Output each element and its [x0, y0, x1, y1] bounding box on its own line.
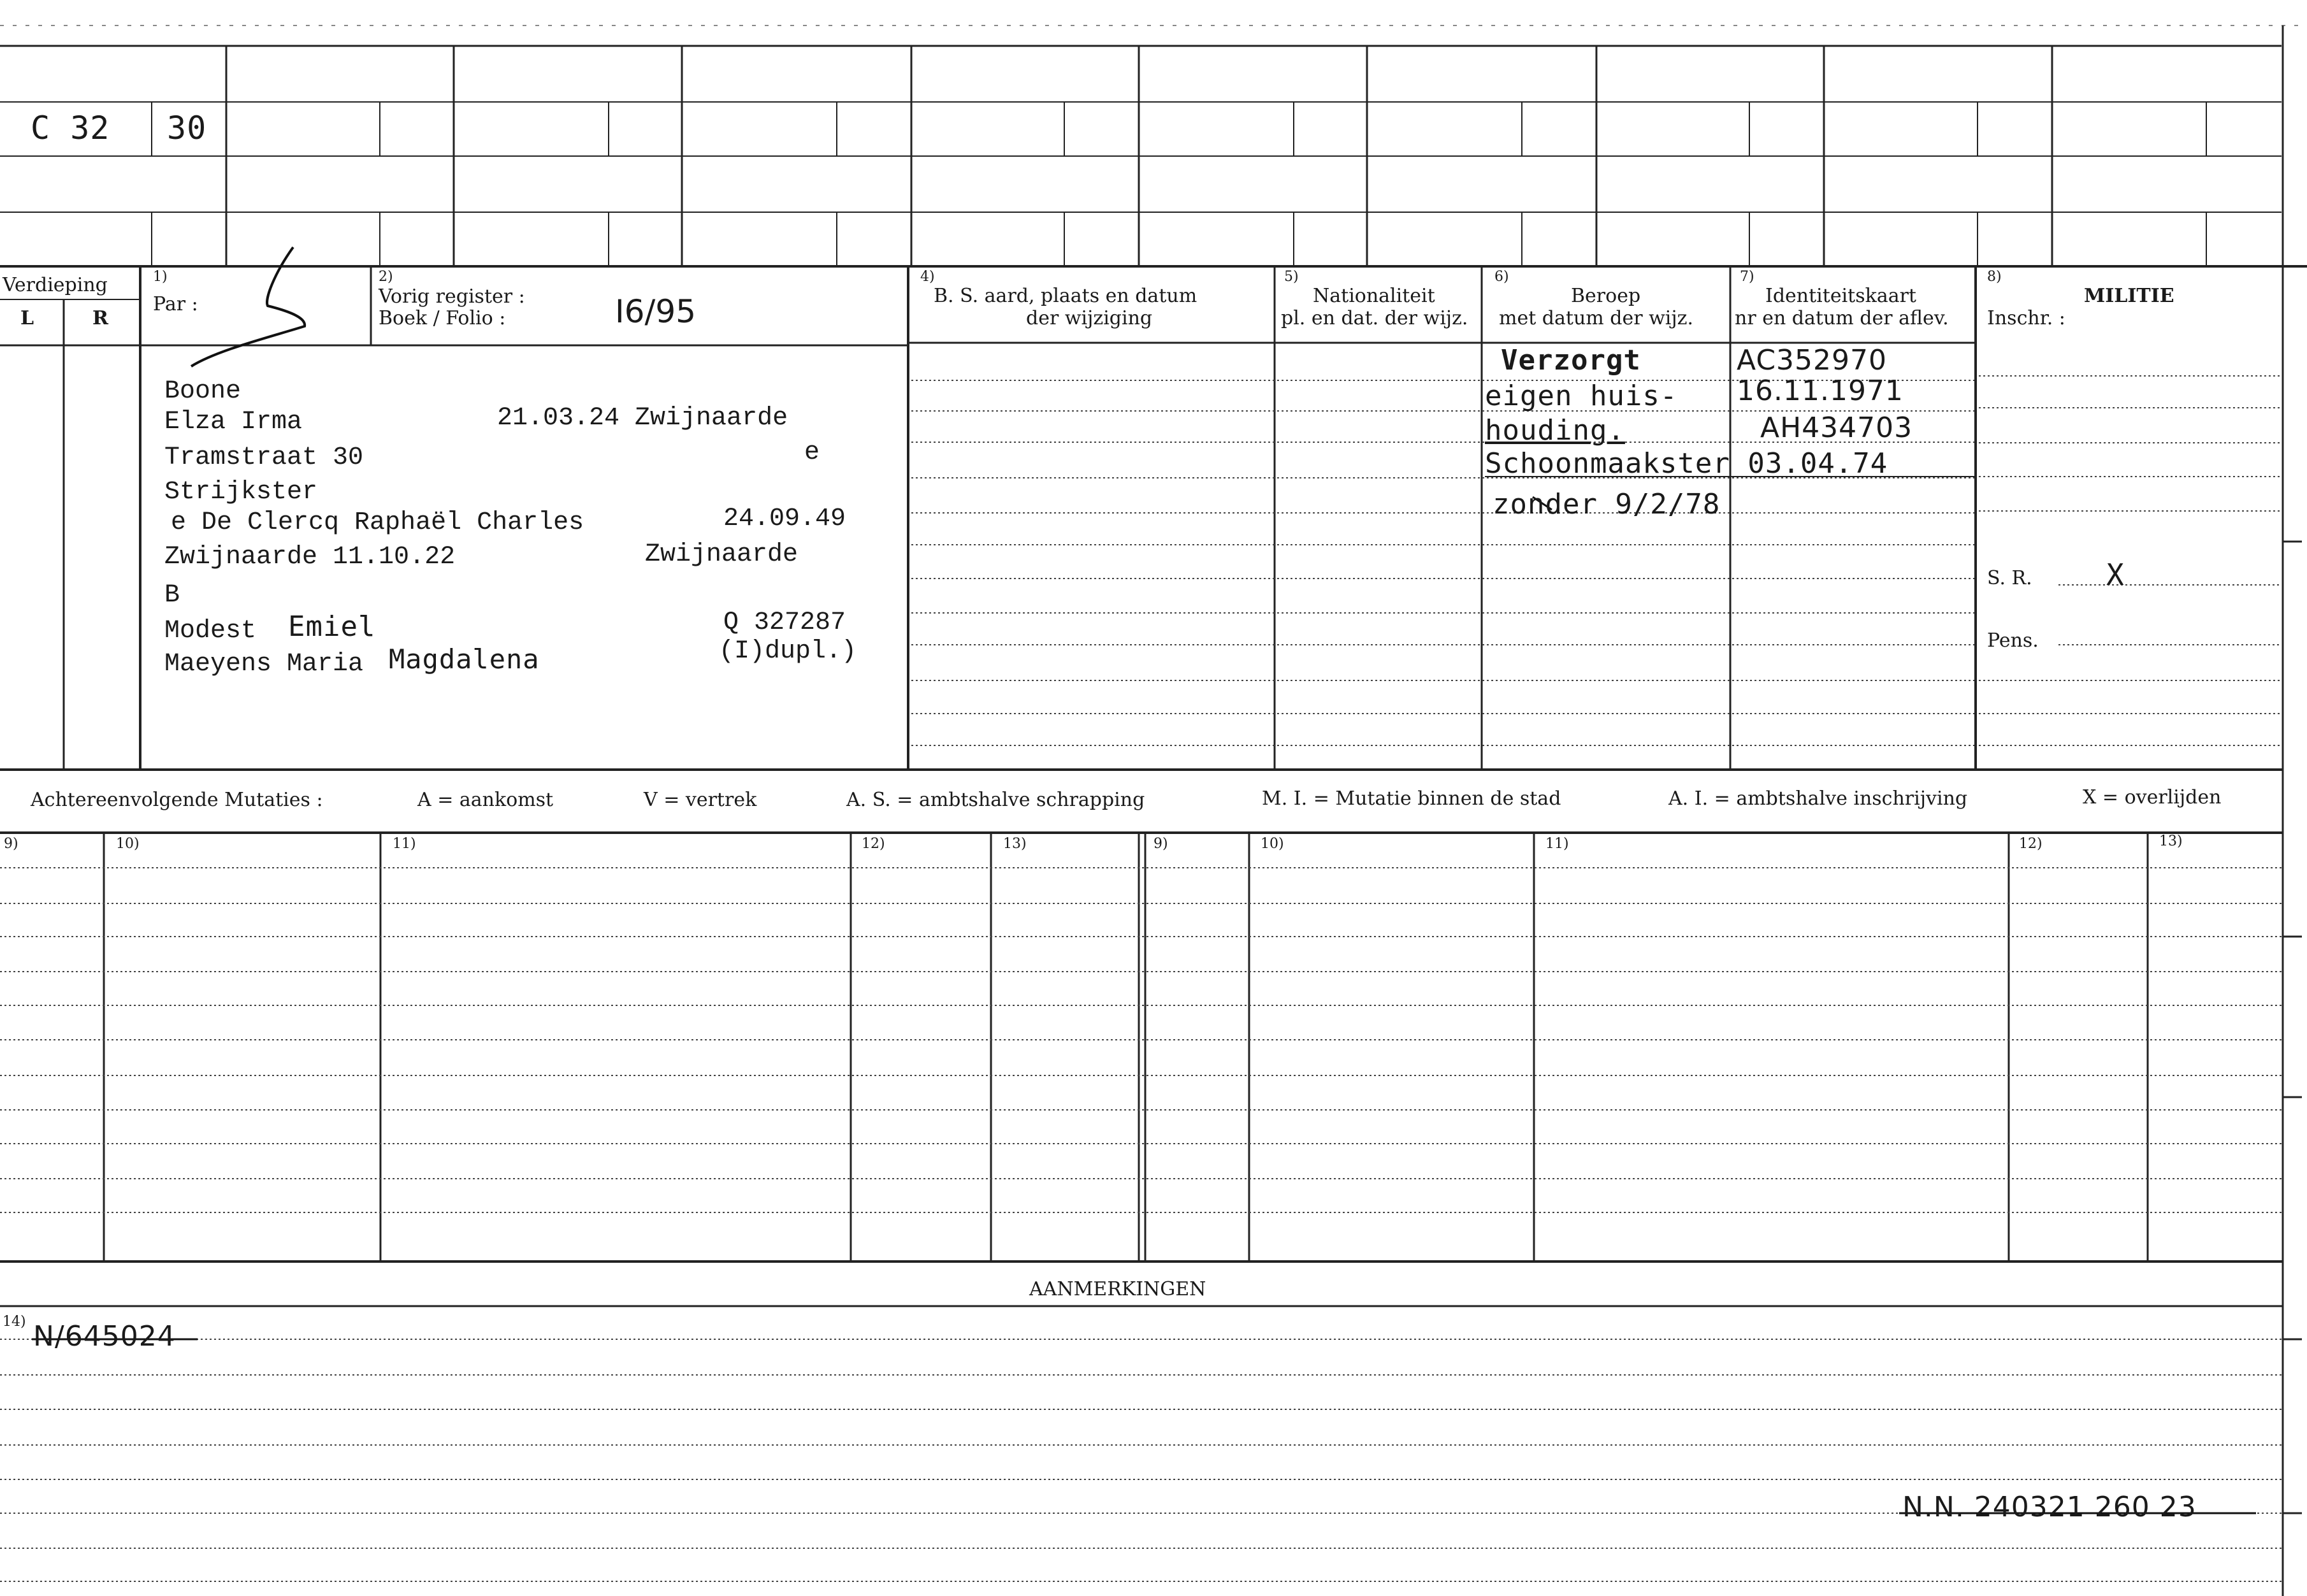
identity-card-date: 16.11.1971	[1737, 375, 1904, 407]
mutation-code-mi: M. I. = Mutatie binnen de stad	[1262, 787, 1561, 810]
mutation-col-12-left: 12)	[862, 836, 885, 852]
identiteitskaart-label-line1: Identiteitskaart	[1765, 285, 1916, 307]
person-spouse: e De Clercq Raphaël Charles	[171, 508, 584, 537]
remarks-reference: N/645024	[33, 1320, 176, 1353]
mutation-code-a: A = aankomst	[417, 789, 554, 811]
mutation-code-x: X = overlijden	[2083, 786, 2222, 809]
bs-label-line1: B. S. aard, plaats en datum	[934, 285, 1197, 307]
mutation-code-v: V = vertrek	[644, 789, 757, 811]
nationaliteit-label-line1: Nationaliteit	[1313, 285, 1435, 307]
remarks-title: AANMERKINGEN	[1029, 1278, 1206, 1300]
person-reference: Q 327287	[723, 608, 846, 637]
field-number-4: 4)	[920, 269, 935, 285]
person-mother-a: Maeyens Maria	[164, 650, 364, 679]
mutation-col-10-left: 10)	[116, 836, 140, 852]
beroep-label-line2: met datum der wijz.	[1499, 307, 1693, 329]
beroep-line3: houding.	[1485, 414, 1625, 447]
person-reference-dupl: (I)dupl.)	[719, 637, 857, 666]
person-father-a: Modest	[164, 617, 257, 645]
militie-label: MILITIE	[2084, 285, 2174, 307]
verdieping-l-label: L	[20, 307, 34, 329]
identity-card-number-2: AH434703	[1760, 412, 1913, 444]
field-number-1: 1)	[153, 269, 168, 285]
bs-label-line2: der wijziging	[1026, 307, 1153, 329]
person-marker-b: B	[164, 581, 180, 610]
sr-label: S. R.	[1987, 567, 2032, 589]
mutation-code-ai: A. I. = ambtshalve inschrijving	[1668, 787, 1968, 810]
verdieping-r-label: R	[92, 307, 108, 329]
person-address: Tramstraat 30	[164, 443, 364, 472]
mutation-code-as: A. S. = ambtshalve schrapping	[846, 789, 1145, 811]
field-number-6: 6)	[1494, 269, 1509, 285]
mutation-col-10-right: 10)	[1261, 836, 1284, 852]
mutation-col-12-right: 12)	[2019, 836, 2043, 852]
identity-card-number: AC352970	[1737, 344, 1888, 377]
field-number-8: 8)	[1987, 269, 2002, 285]
field-number-7: 7)	[1740, 269, 1754, 285]
verdieping-label: Verdieping	[3, 274, 108, 296]
field-number-5: 5)	[1284, 269, 1299, 285]
field-number-2: 2)	[379, 269, 393, 285]
person-surname: Boone	[164, 377, 242, 406]
beroep-line2: eigen huis-	[1485, 380, 1678, 412]
pens-label: Pens.	[1987, 629, 2039, 652]
beroep-line1: Verzorgt	[1501, 344, 1641, 377]
boek-folio-value: I6/95	[615, 293, 697, 330]
card-code: C 32	[31, 110, 110, 147]
mutation-col-13-left: 13)	[1003, 836, 1027, 852]
identiteitskaart-label-line2: nr en datum der aflev.	[1735, 307, 1949, 329]
person-birth: 21.03.24 Zwijnaarde	[497, 404, 788, 433]
beroep-line4: Schoonmaakster 03.04.74	[1485, 447, 1888, 480]
person-father-b: Emiel	[288, 610, 376, 643]
person-occupation: Strijkster	[164, 478, 318, 507]
sr-value: X	[2106, 557, 2125, 592]
mutations-title: Achtereenvolgende Mutaties :	[31, 789, 323, 811]
mutation-col-11-right: 11)	[1545, 836, 1569, 852]
person-mother-b: Magdalena	[389, 643, 540, 675]
boek-folio-label: Boek / Folio :	[379, 307, 506, 329]
beroep-line5: zonder 9/2/78	[1493, 488, 1721, 521]
mutation-col-9-right: 9)	[1154, 836, 1168, 852]
person-marriage-place: Zwijnaarde	[645, 540, 799, 569]
mutation-col-11-left: 11)	[393, 836, 416, 852]
person-spouse-birth: Zwijnaarde 11.10.22	[164, 543, 456, 572]
person-marriage-date: 24.09.49	[723, 505, 846, 533]
card-number: 30	[167, 110, 207, 147]
inschr-label: Inschr. :	[1987, 307, 2065, 329]
nationaliteit-label-line2: pl. en dat. der wijz.	[1281, 307, 1468, 329]
par-label: Par :	[153, 293, 198, 315]
person-address-mark: e	[804, 438, 820, 467]
vorig-register-label: Vorig register :	[379, 285, 525, 308]
person-firstnames: Elza Irma	[164, 408, 303, 436]
remarks-national-number: N.N. 240321 260 23	[1902, 1491, 2197, 1523]
mutation-col-9-left: 9)	[4, 836, 18, 852]
remarks-field-number: 14)	[3, 1314, 26, 1330]
mutation-col-13-right: 13)	[2159, 833, 2183, 849]
beroep-label-line1: Beroep	[1571, 285, 1641, 307]
